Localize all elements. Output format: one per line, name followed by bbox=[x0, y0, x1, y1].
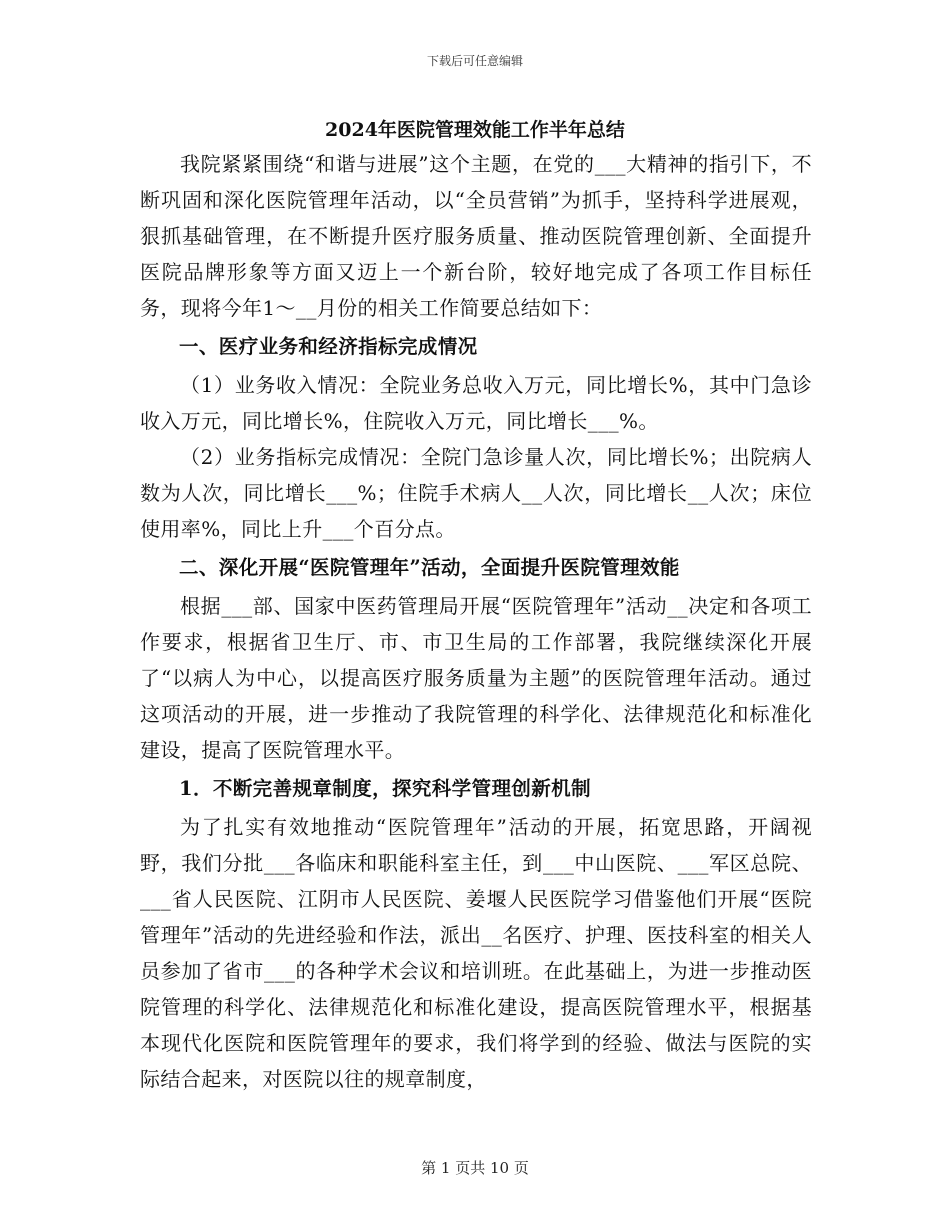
intro-paragraph: 我院紧紧围绕“和谐与进展”这个主题，在党的___大精神的指引下，不断巩固和深化医院管理年活动，以“全员营销”为抓手，坚持科学进展观，狠抓基础管理，在不断提升医疗服务质量、推动医院管理创新、全面提升医院品牌形象等方面又迈上一个新台阶，较好地完成了各项工作目标任务，现将今年1～__月份的相关工作简要总结如下： bbox=[140, 152, 812, 320]
revenue-paragraph: （1）业务收入情况：全院业务总收入万元，同比增长%，其中门急诊收入万元，同比增长%，住院收入万元，同比增长___%。 bbox=[140, 373, 812, 433]
page-title: 2024年医院管理效能工作半年总结 bbox=[325, 119, 625, 141]
subsection-heading-1: 1．不断完善规章制度，探究科学管理创新机制 bbox=[179, 777, 591, 800]
management-year-paragraph: 根据___部、国家中医药管理局开展“医院管理年”活动__决定和各项工作要求，根据省卫生厅、市、市卫生局的工作部署，我院继续深化开展了“以病人为中心，以提高医疗服务质量为主题”的医院管理年活动。通过这项活动的开展，进一步推动了我院管理的科学化、法律规范化和标准化建设，提高了医院管理水平。 bbox=[140, 594, 812, 762]
document-body bbox=[140, 146, 812, 1097]
page-number: 第 1 页共 10 页 bbox=[421, 1159, 529, 1177]
section-heading-1: 一、医疗业务和经济指标完成情况 bbox=[179, 335, 478, 358]
regulations-paragraph: 为了扎实有效地推动“医院管理年”活动的开展，拓宽思路，开阔视野，我们分批___各临床和职能科室主任，到___中山医院、___军区总院、___省人民医院、江阴市人民医院、姜堰人民医院学习借鉴他们开展“医院管理年”活动的先进经验和作法，派出__名医疗、护理、医技科室的相关人员参加了省市___的各种学术会议和培训班。在此基础上，为进一步推动医院管理的科学化、法律规范化和标准化建设，提高医院管理水平，根据基本现代化医院和医院管理年的要求，我们将学到的经验、做法与医院的实际结合起来，对医院以往的规章制度， bbox=[140, 815, 812, 1091]
header-note: 下载后可任意编辑 bbox=[426, 54, 523, 68]
section-heading-2: 二、深化开展“医院管理年”活动，全面提升医院管理效能 bbox=[179, 556, 680, 579]
indicators-paragraph: （2）业务指标完成情况：全院门急诊量人次，同比增长%；出院病人数为人次，同比增长___%；住院手术病人__人次，同比增长__人次；床位使用率%，同比上升___个百分点。 bbox=[140, 445, 812, 541]
